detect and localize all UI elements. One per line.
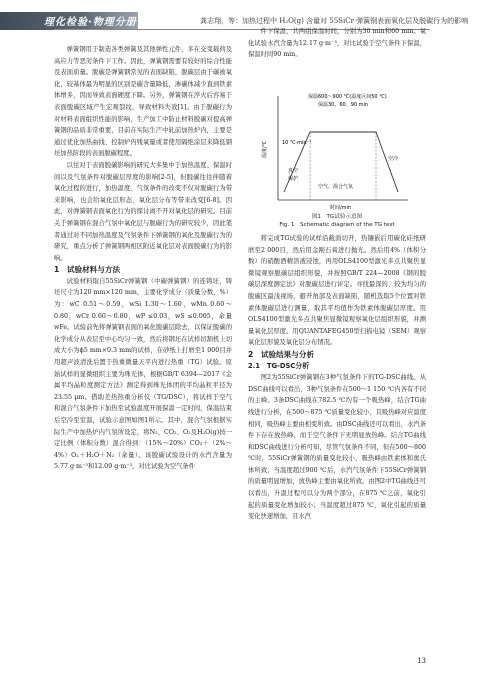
right-intro-paragraph: 件下保温，共两组保温时间，分别为30 min和60 min。氧化试验水汽含量为12.17 g·m⁻³，对比试验于空气条件下保温，保温时间90 min。 bbox=[248, 28, 426, 59]
journal-name: 理化检验·物理分册 bbox=[44, 17, 137, 28]
left-column bbox=[54, 44, 232, 473]
figure-label-protect: 保护 bbox=[288, 176, 299, 182]
intro-paragraph-2: 以往对于表面脱碳影响的研究大多集中于加热温度、保温时间以及气氛条件对脱碳层厚度的影响[2-5]，但脱碳往往伴随着氧化过程的进行，加热温度、气氛条件的改变不仅对脱碳行为带来影响，也会给氧化层形态、氧化层分布等带来改变[6-8]。因此，对弹簧钢表面氧化行为的探讨离不开对氧化层的研究。目前关于弹簧钢在混合气氛中氧化层与脱碳行为的研究较少，因此笔者通过对不同加热温度及气氛条件下弹簧钢的氧化及脱碳行为的研究，重点分析了弹簧钢两相区附近氧化层对表面脱碳行为的影响。 bbox=[54, 161, 232, 262]
figure-y-label: 温度/℃ bbox=[262, 140, 268, 158]
figure-x-label: 时间/min bbox=[330, 205, 352, 211]
right-column-top bbox=[248, 26, 426, 61]
right-column-bottom bbox=[248, 233, 426, 523]
method-paragraph: 将完成TG试验的试样沿截面切开，热镶嵌后用碳化硅纸研磨至2 000目，然后用金刚石膏进行抛光。然后用4%（体积分数）的硝酸酒精溶液浸蚀，再用OLS4100型激光多点共聚焦显微镜观察脱碳层组织形貌，并按照GB/T 224—2008《钢的脱碳层深度测定法》对脱碳层进行评定。寻找最深的、较为均匀的脱碳区最浅视场，避开角部及表面缺陷，随机选取5个位置对铁素体脱碳层进行测量，取其平均值作为铁素体脱碳层厚度。用OLS4100型激光多点共聚焦显微镜观察氧化层组织形貌，并测量氧化层厚度。用QUANTAFEG450型扫描电镜（SEM）观察氧化层形貌及氧化层分布情况。 bbox=[248, 235, 426, 347]
page-number: 13 bbox=[417, 657, 426, 665]
section-2-1-heading: 2.1 TG-DSC分析 bbox=[248, 361, 309, 370]
running-title: 龚志翔，等：加热过程中 H₂O(g) 含量对 55SiCr 弹簧钢表面氧化层及脱碳行为的影响 bbox=[200, 17, 469, 25]
figure-caption-en: Fig. 1 Schematic diagram of the TG test bbox=[279, 222, 395, 228]
figure-label-rate: 10 ℃·min⁻¹ bbox=[282, 140, 312, 146]
figure-label-air-mixed: 空气、混合气氛 bbox=[318, 184, 354, 190]
section-1-heading: 1 试验材料与方法 bbox=[54, 265, 121, 275]
figure-label-vacuum: 真空 bbox=[288, 168, 299, 174]
intro-paragraph-1: 弹簧钢用于制造各类弹簧及其他弹性元件，多在交变载荷及高应力等恶劣条件下工作。因此，弹簧钢需要有较好的综合性能及表面质量。脱碳是弹簧钢常见的表面缺陷，脱碳层由于碳被氧化，较基体最为明显的区别是碳含量降低，渗碳体减少直到铁素体增多，因而导致表面硬度下降。另外，弹簧钢在淬火后容易于表面脱碳区域产生宏观裂纹，导致材料失效[1]。由于脱碳行为对材料表面组织性能的影响，生产加工中防止材料脱碳对提高弹簧钢的品质非常重要，目前在实际生产中轧前加热炉内，主要是通过优化加热曲线、控制炉内残氧量或者使用隔绝涂层来降低钢坯加热阶段的表面脱碳程度。 bbox=[54, 46, 232, 158]
figure-caption-cn: 图1 TG试验示意图 bbox=[311, 214, 363, 220]
figure-label-top: 保温600～900 ℃(温度区间50 ℃) bbox=[308, 94, 387, 100]
figure-label-aircool: 空冷 bbox=[388, 156, 399, 162]
tg-schematic-figure bbox=[248, 88, 426, 218]
figure-label-hold: 保温30、60、90 min bbox=[318, 102, 369, 108]
figure-caption bbox=[248, 213, 426, 229]
section-2-1-text: 图2为55SiCr弹簧钢在3种气氛条件下的TG-DSC曲线。从DSC曲线可以看出，3种气氛条件在500～1 150 ℃内各有不同的主峰。3条DSC曲线在782.5 ℃均有一个吸热峰，结合TG曲线进行分析，在500～875 ℃质量变化较小，且吸热峰对应温度相同，吸热峰主要由相变所致。由DSC曲线还可以看出，水汽条件下存在放热峰，而于空气条件下无明显放热峰。结合TG曲线和DSC曲线进行分析可知，尽管气氛条件不同，但在500～800 ℃时，55SiCr弹簧钢的质量变化较小，吸热峰由铁素体和奥氏体所致；当温度超过900 ℃后，水汽气氛条件下55SiCr弹簧钢的质量明显增加，放热峰主要由氧化所致。由图2中TG曲线还可以看出，升温过程可以分为两个部分，在875 ℃之前，氧化引起的质量变化增加较小；当温度超过875 ℃，氧化引起的质量变化快速增加，且水汽 bbox=[248, 374, 426, 521]
section-1-text: 试验材料取自55SiCr弹簧钢（中碳弹簧钢）的连铸坯，铸坯尺寸为120 mm×120 mm，主要化学成分（质量分数，%）为：wC 0.51～0.59，wSi 1.30～1.60，wMn 0.60～0.80，wCr 0.60～0.80，wP ≤0.03，wS ≤0.005，余量wFe。试验前先将弹簧钢表面的氧化脱碳层除去，以保证脱碳的化学成分从表层至中心均匀一致，然后将钢坯在试样切割机上切成大小为ϕ5 mm×0.3 mm的试样，在砂纸上打磨至1 000目并用超声波清洗后置于热重微量天平内进行热重（TG）试验。原始试样的显微组织主要为珠光体，根据GB/T 6394—2017《金属平均晶粒度测定方法》测定得到珠光体团的平均晶粒平径为23.55 μm。借助差热热重分析仪（TG/DSC），将试样于空气和混合气氛条件下加热至试验温度开展保温一定时间，保温结束后空冷至室温，试验示意图如图1所示。其中，混合气氛根据实际生产中加热炉内气氛所设定，将N₂、CO₂、O₂及H₂O(g)按一定比例（体积分数）混合得到：（15%～20%）CO₂＋（2%～4%）O₂＋H₂O＋N₂（余量）。该脱碳试验设计的水汽含量为5.77 g·m⁻³和12.09 g·m⁻³，对比试验为空气条件 bbox=[54, 277, 232, 471]
section-2-heading: 2 试验结果与分析 bbox=[248, 349, 315, 359]
